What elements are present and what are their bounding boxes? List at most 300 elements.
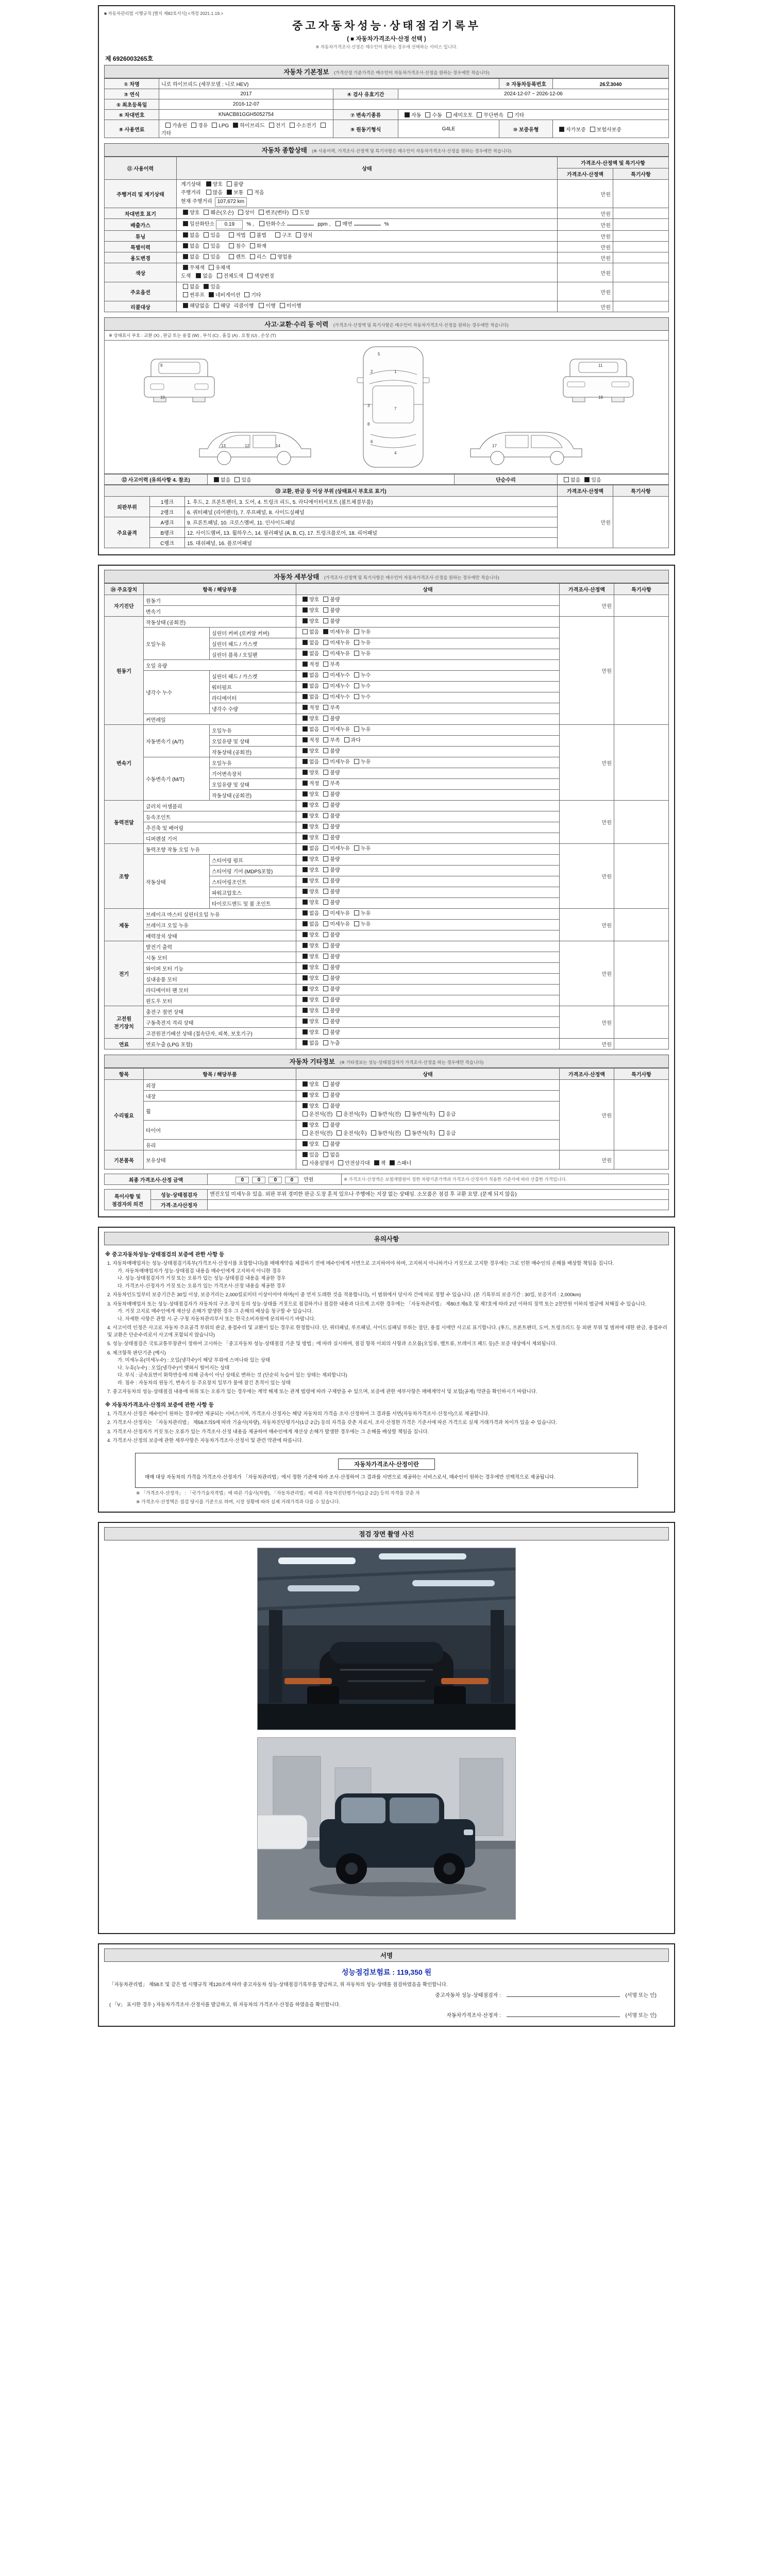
- checkbox[interactable]: [204, 254, 209, 259]
- label-engine: ⑨ 원동기형식: [333, 120, 398, 138]
- checkbox[interactable]: [290, 123, 295, 128]
- checkbox[interactable]: [323, 943, 328, 948]
- checkbox[interactable]: [354, 629, 359, 634]
- checkbox[interactable]: [233, 123, 238, 128]
- checkbox[interactable]: [303, 791, 308, 796]
- item-label: 오일 유량: [144, 660, 296, 671]
- checkbox[interactable]: [217, 273, 222, 278]
- sub-item-label: 실린더 헤드 / 가스켓: [210, 638, 296, 649]
- checkbox[interactable]: [183, 303, 188, 308]
- checkbox[interactable]: [303, 856, 308, 861]
- checkbox[interactable]: [293, 210, 298, 215]
- checkbox[interactable]: [303, 651, 308, 656]
- checkbox[interactable]: [296, 232, 301, 238]
- checkbox[interactable]: [214, 477, 219, 482]
- checkbox[interactable]: [275, 232, 280, 238]
- checkbox[interactable]: [564, 477, 569, 482]
- checkbox[interactable]: [323, 791, 328, 796]
- checkbox[interactable]: [303, 1040, 308, 1045]
- option-line: [298, 1130, 557, 1138]
- checkbox[interactable]: [303, 705, 308, 710]
- checkbox[interactable]: [338, 1160, 343, 1165]
- checkbox[interactable]: [247, 190, 253, 195]
- item-label: 배력장치 상태: [144, 930, 296, 941]
- option-label: 있음: [210, 255, 221, 260]
- checkbox[interactable]: [323, 986, 328, 991]
- checkbox[interactable]: [323, 802, 328, 807]
- checkbox[interactable]: [303, 1008, 308, 1013]
- checkbox[interactable]: [303, 900, 308, 905]
- checkbox[interactable]: [559, 127, 564, 132]
- checkbox[interactable]: [374, 1160, 379, 1165]
- checkbox[interactable]: [244, 292, 249, 297]
- checkbox[interactable]: [335, 221, 341, 226]
- checkbox[interactable]: [303, 1029, 308, 1035]
- checkbox[interactable]: [303, 683, 308, 688]
- option-label: 탄화수소: [265, 222, 286, 227]
- checkbox[interactable]: [405, 112, 410, 117]
- car-left-side-view: [192, 419, 316, 468]
- checkbox[interactable]: [323, 737, 328, 742]
- opinion-row1-text: 엔진오일 미세누유 있음. 외판 부위 경미한 판금·도장 흔적 있으나 주행에는 지장 없는 상태임. 소모품은 점검 후 교환 요망. (문제 되지 않음): [208, 1190, 669, 1200]
- checkbox[interactable]: [204, 243, 209, 248]
- detail-row: [105, 1150, 669, 1170]
- status-cell: [296, 866, 560, 876]
- checkbox[interactable]: [303, 737, 308, 742]
- price-digit: 0: [268, 1177, 282, 1183]
- option-label: 양호: [309, 608, 320, 614]
- checkbox[interactable]: [354, 759, 359, 764]
- checkbox[interactable]: [303, 889, 308, 894]
- option-line: [179, 283, 555, 292]
- option-label: 불량: [330, 1093, 340, 1098]
- option-line: [179, 302, 555, 311]
- warranty-options: [553, 120, 669, 138]
- checkbox[interactable]: [250, 254, 255, 259]
- option-label: 양호: [309, 1082, 320, 1088]
- checkbox[interactable]: [303, 640, 308, 645]
- final-price-table: [104, 1174, 669, 1185]
- checkbox[interactable]: [303, 1019, 308, 1024]
- checkbox[interactable]: [477, 112, 482, 117]
- signature-line-2[interactable]: [507, 2010, 620, 2017]
- option-line: [298, 1141, 557, 1149]
- status-cell: [296, 660, 560, 671]
- checkbox[interactable]: [280, 303, 285, 308]
- price-cell: 만원: [560, 941, 614, 1006]
- checkbox[interactable]: [323, 1081, 328, 1087]
- checkbox[interactable]: [303, 607, 308, 613]
- checkbox[interactable]: [227, 190, 232, 195]
- price-digit: 0: [252, 1177, 265, 1183]
- row-label: 주행거리 및 계기상태: [105, 180, 177, 208]
- price-cell: 만원: [558, 219, 613, 231]
- checkbox[interactable]: [439, 1130, 444, 1136]
- checkbox[interactable]: [229, 232, 234, 238]
- photos-title: 점검 장면 촬영 사진: [359, 1530, 414, 1538]
- checkbox[interactable]: [354, 672, 359, 677]
- checkbox[interactable]: [303, 921, 308, 926]
- accident-legend: ※ 상태표시 부호 : 교환 (X) , 판금 또는 용접 (W) , 부식 (C) , 흠집 (A) , 요철 (U) , 손상 (T): [104, 331, 669, 341]
- checkbox[interactable]: [323, 1122, 328, 1127]
- item-label: 유리: [144, 1140, 296, 1150]
- checkbox[interactable]: [344, 737, 349, 742]
- checkbox[interactable]: [303, 770, 308, 775]
- checkbox[interactable]: [303, 867, 308, 872]
- checkbox[interactable]: [508, 112, 513, 117]
- checkbox[interactable]: [238, 210, 243, 215]
- accident-note-header: 특기사항: [613, 485, 669, 497]
- checkbox[interactable]: [259, 210, 264, 215]
- checkbox[interactable]: [183, 265, 188, 270]
- checkbox[interactable]: [303, 662, 308, 667]
- accident-price-header: 가격조사·산정액: [558, 485, 613, 497]
- checkbox[interactable]: [183, 284, 188, 289]
- checkbox[interactable]: [303, 1103, 308, 1108]
- checkbox[interactable]: [165, 123, 171, 128]
- checkbox[interactable]: [354, 845, 359, 851]
- detail-row: [105, 595, 669, 606]
- checkbox[interactable]: [323, 835, 328, 840]
- checkbox[interactable]: [234, 477, 240, 482]
- status-cell: [177, 231, 558, 242]
- checkbox[interactable]: [439, 1111, 444, 1116]
- item-label: 변속기: [144, 606, 296, 617]
- option-label: 잭: [380, 1161, 386, 1166]
- value-box: [287, 225, 314, 226]
- notices-title: 유의사항: [374, 1235, 399, 1243]
- checkbox[interactable]: [323, 683, 328, 688]
- checkbox[interactable]: [323, 867, 328, 872]
- status-cell: [296, 920, 560, 930]
- checkbox[interactable]: [247, 273, 253, 278]
- checkbox[interactable]: [303, 748, 308, 753]
- checkbox[interactable]: [303, 986, 308, 991]
- option-label: 불량: [233, 182, 244, 188]
- checkbox[interactable]: [303, 824, 308, 829]
- checkbox[interactable]: [323, 759, 328, 764]
- checkbox[interactable]: [303, 618, 308, 623]
- checkbox[interactable]: [425, 112, 430, 117]
- checkbox[interactable]: [323, 640, 328, 645]
- detail-col-device: ⑭ 주요장치: [105, 584, 144, 595]
- option-label: 불량: [330, 608, 340, 614]
- checkbox[interactable]: [214, 303, 219, 308]
- status-cell: [296, 768, 560, 779]
- checkbox[interactable]: [323, 597, 328, 602]
- checkbox[interactable]: [321, 123, 326, 128]
- checkbox[interactable]: [303, 597, 308, 602]
- checkbox[interactable]: [323, 1029, 328, 1035]
- option-label: 적정: [309, 781, 320, 787]
- price-cell: 만원: [560, 1006, 614, 1039]
- checkbox[interactable]: [303, 802, 308, 807]
- checkbox[interactable]: [323, 694, 328, 699]
- item-label: 외장: [144, 1080, 296, 1091]
- checkbox[interactable]: [303, 1130, 308, 1136]
- accident-flags-table: [104, 474, 669, 485]
- checkbox[interactable]: [303, 781, 308, 786]
- checkbox[interactable]: [323, 770, 328, 775]
- accident-parts-table: [104, 485, 669, 548]
- checkbox[interactable]: [303, 975, 308, 980]
- checkbox[interactable]: [204, 210, 209, 215]
- checkbox[interactable]: [303, 1092, 308, 1097]
- checkbox[interactable]: [323, 900, 328, 905]
- checkbox[interactable]: [303, 1081, 308, 1087]
- device-label: 고전원 전기장치: [105, 1006, 144, 1039]
- checkbox[interactable]: [271, 254, 276, 259]
- checkbox[interactable]: [354, 694, 359, 699]
- checkbox[interactable]: [250, 243, 255, 248]
- option-label: 미세누유: [330, 759, 350, 765]
- option-label: 하이브리드: [240, 123, 265, 129]
- checkbox[interactable]: [323, 781, 328, 786]
- checkbox[interactable]: [405, 1111, 410, 1116]
- section-bar-basic: [104, 65, 669, 78]
- checkbox[interactable]: [183, 292, 188, 297]
- checkbox[interactable]: [323, 932, 328, 937]
- price-definition-note: ※ 가격조사·산정액은 점검 당시를 기준으로 하며, 시장 상황에 따라 실제 거래가격과 다를 수 있습니다.: [136, 1499, 340, 1504]
- checkbox[interactable]: [209, 265, 214, 270]
- checkbox[interactable]: [323, 748, 328, 753]
- checkbox[interactable]: [337, 1130, 342, 1136]
- checkbox[interactable]: [323, 997, 328, 1002]
- checkbox[interactable]: [303, 813, 308, 818]
- checkbox[interactable]: [323, 1103, 328, 1108]
- checkbox[interactable]: [323, 607, 328, 613]
- price-digit: 0: [285, 1177, 298, 1183]
- option-label: 없음: [309, 694, 320, 700]
- checkbox[interactable]: [212, 123, 217, 128]
- checkbox[interactable]: [323, 726, 328, 732]
- item-label: 타이어: [144, 1121, 296, 1140]
- checkbox[interactable]: [303, 997, 308, 1002]
- checkbox[interactable]: [323, 845, 328, 851]
- price-cell: 만원: [558, 497, 613, 548]
- status-cell: [296, 1121, 560, 1140]
- option-label: 불량: [330, 749, 340, 754]
- checkbox[interactable]: [323, 878, 328, 883]
- option-line: [298, 1122, 557, 1130]
- row-label: 용도변경: [105, 252, 177, 263]
- checkbox[interactable]: [323, 1019, 328, 1024]
- checkbox[interactable]: [303, 726, 308, 732]
- checkbox[interactable]: [323, 824, 328, 829]
- checkbox[interactable]: [204, 232, 209, 238]
- checkbox[interactable]: [405, 1130, 410, 1136]
- checkbox[interactable]: [303, 759, 308, 764]
- checkbox[interactable]: [371, 1130, 376, 1136]
- checkbox[interactable]: [323, 618, 328, 623]
- checkbox[interactable]: [303, 878, 308, 883]
- option-label: 누수: [360, 684, 371, 689]
- checkbox[interactable]: [337, 1111, 342, 1116]
- item-label: 휠: [144, 1101, 296, 1121]
- item-label: 추진축 및 베어링: [144, 822, 296, 833]
- checkbox[interactable]: [323, 910, 328, 916]
- option-label: 불량: [330, 1082, 340, 1088]
- checkbox[interactable]: [354, 726, 359, 732]
- checkbox[interactable]: [371, 1111, 376, 1116]
- checkbox[interactable]: [183, 210, 188, 215]
- checkbox[interactable]: [323, 716, 328, 721]
- form-reference: ■ 자동차관리법 시행규칙 [별지 제82호서식] <개정 2021.1.19.>: [104, 11, 224, 16]
- checkbox[interactable]: [590, 127, 595, 132]
- checkbox[interactable]: [204, 284, 209, 289]
- summary-row: [105, 180, 669, 208]
- checkbox[interactable]: [259, 303, 264, 308]
- checkbox[interactable]: [259, 221, 264, 226]
- checkbox[interactable]: [354, 921, 359, 926]
- option-label: 미세누수: [330, 694, 350, 700]
- option-label: 부족: [330, 662, 340, 668]
- checkbox[interactable]: [206, 181, 211, 187]
- checkbox[interactable]: [323, 1040, 328, 1045]
- checkbox[interactable]: [183, 221, 188, 226]
- option-label: 불량: [330, 835, 340, 841]
- checkbox[interactable]: [323, 954, 328, 959]
- detail-col-item: 항목 / 해당부품: [144, 584, 296, 595]
- checkbox[interactable]: [323, 964, 328, 970]
- checkbox[interactable]: [196, 273, 201, 278]
- checkbox[interactable]: [354, 683, 359, 688]
- status-cell: [296, 757, 560, 768]
- checkbox[interactable]: [227, 181, 232, 187]
- checkbox[interactable]: [183, 254, 188, 259]
- status-cell: [296, 985, 560, 995]
- checkbox[interactable]: [390, 1160, 395, 1165]
- option-line: [298, 834, 557, 842]
- status-cell: [296, 887, 560, 898]
- note-cell: [614, 1080, 669, 1150]
- checkbox[interactable]: [354, 651, 359, 656]
- checkbox[interactable]: [584, 477, 590, 482]
- checkbox[interactable]: [323, 856, 328, 861]
- checkbox[interactable]: [323, 889, 328, 894]
- accident-history-label: ⑫ 사고이력 (유의사항 4. 참조): [105, 474, 208, 485]
- option-label: 불량: [330, 770, 340, 776]
- status-cell: [177, 180, 558, 208]
- option-label: 불량: [330, 878, 340, 884]
- checkbox[interactable]: [323, 672, 328, 677]
- vehicle-diagram: [104, 341, 669, 474]
- diagram-number: 9: [160, 363, 163, 368]
- checkbox[interactable]: [323, 921, 328, 926]
- option-label: 경유: [197, 123, 208, 129]
- checkbox[interactable]: [303, 629, 308, 634]
- checkbox[interactable]: [269, 123, 274, 128]
- summary-col-state: 상태: [177, 157, 558, 180]
- notice-item: 2. 자동차인도일부터 보증기간은 30일 이상, 보증거리는 2,000킬로미터 이상이어야 하며(이 중 먼저 도래한 것을 적용합니다), 이 범위에서 당사자 간에 따로 정할 수 있습니다. (본 기록부의 보증기간 : 30일, 보증거리 : 2,000km): [107, 1292, 581, 1298]
- option-line: [298, 1092, 557, 1100]
- checkbox[interactable]: [229, 254, 234, 259]
- checkbox[interactable]: [446, 112, 451, 117]
- checkbox[interactable]: [323, 1141, 328, 1146]
- checkbox[interactable]: [183, 243, 188, 248]
- signature-row-1: [116, 1990, 657, 1998]
- checkbox[interactable]: [303, 672, 308, 677]
- status-cell: [296, 1017, 560, 1028]
- checkbox[interactable]: [323, 651, 328, 656]
- checkbox[interactable]: [303, 1160, 308, 1165]
- notice-item: 3. 가격조사·산정자가 거짓 또는 오류가 있는 가격조사·산정 내용을 제공하여 매수인에게 재산상 손해가 발생한 경우에는 그 손해를 배상할 책임을 집니다.: [107, 1429, 429, 1435]
- checkbox[interactable]: [250, 232, 255, 238]
- checkbox[interactable]: [206, 190, 211, 195]
- parts-list: 9. 프론트패널, 10. 크로스멤버, 11. 인사이드패널: [185, 517, 558, 528]
- checkbox[interactable]: [303, 943, 308, 948]
- checkbox[interactable]: [303, 1141, 308, 1146]
- option-line: [298, 867, 557, 875]
- checkbox[interactable]: [229, 243, 234, 248]
- option-label: 적정: [309, 738, 320, 743]
- checkbox[interactable]: [303, 964, 308, 970]
- checkbox[interactable]: [303, 716, 308, 721]
- checkbox[interactable]: [303, 954, 308, 959]
- value-car-name: 니로 하이브리드 (세부모델 : 니로 HEV): [159, 79, 499, 89]
- checkbox[interactable]: [323, 1092, 328, 1097]
- price-cell: 만원: [560, 1080, 614, 1150]
- checkbox[interactable]: [303, 694, 308, 699]
- status-cell: [296, 833, 560, 844]
- checkbox[interactable]: [323, 629, 328, 634]
- checkbox[interactable]: [354, 640, 359, 645]
- option-label: 누유: [360, 759, 371, 765]
- simple-repair-options: [558, 474, 669, 485]
- checkbox[interactable]: [303, 1122, 308, 1127]
- option-label: 미세누유: [330, 727, 350, 733]
- status-cell: [296, 909, 560, 920]
- checkbox[interactable]: [303, 910, 308, 916]
- checkbox[interactable]: [303, 835, 308, 840]
- checkbox[interactable]: [209, 292, 214, 297]
- note-cell: [614, 801, 669, 844]
- price-cell: 만원: [560, 909, 614, 941]
- sub-item-label: 냉각수 수량: [210, 703, 296, 714]
- option-line: [298, 1160, 557, 1168]
- checkbox[interactable]: [323, 705, 328, 710]
- diagram-number: 5: [378, 352, 380, 357]
- section-box-notices: [98, 1227, 675, 1513]
- item-label: 커먼레일: [144, 714, 296, 725]
- status-cell: [296, 876, 560, 887]
- item-label: 보유상태: [144, 1150, 296, 1170]
- checkbox[interactable]: [354, 910, 359, 916]
- checkbox[interactable]: [323, 975, 328, 980]
- option-label: 미세누수: [330, 673, 350, 679]
- checkbox[interactable]: [323, 1152, 328, 1157]
- detail-row: [105, 1006, 669, 1017]
- checkbox[interactable]: [191, 123, 196, 128]
- option-label: 적음: [254, 190, 264, 196]
- option-label: 없음: [309, 922, 320, 927]
- checkbox[interactable]: [323, 662, 328, 667]
- checkbox[interactable]: [303, 1111, 308, 1116]
- option-line: [298, 975, 557, 983]
- checkbox[interactable]: [323, 813, 328, 818]
- option-line: [298, 683, 557, 691]
- checkbox[interactable]: [303, 1152, 308, 1157]
- section-box-detail: [98, 565, 675, 1217]
- option-label: 미세누유: [330, 651, 350, 657]
- checkbox[interactable]: [303, 845, 308, 851]
- checkbox[interactable]: [323, 1008, 328, 1013]
- checkbox[interactable]: [183, 232, 188, 238]
- option-label: 누출: [330, 1041, 340, 1046]
- signature-line-1[interactable]: [507, 1990, 620, 1997]
- device-label: 동력전달: [105, 801, 144, 844]
- checkbox[interactable]: [303, 932, 308, 937]
